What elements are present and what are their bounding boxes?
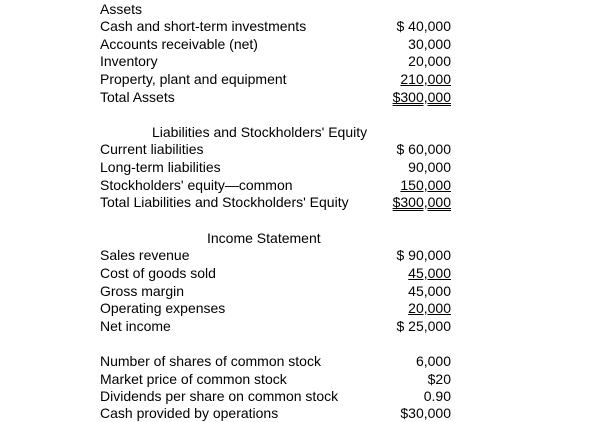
assets-heading: Assets <box>100 1 143 17</box>
row-label: Current liabilities <box>100 141 204 157</box>
assets-row-inventory <box>0 52 600 70</box>
assets-row-receivable <box>0 35 600 53</box>
assets-row-ppe <box>0 70 600 88</box>
row-label: Cost of goods sold <box>100 265 216 281</box>
assets-row-cash <box>0 17 600 35</box>
row-value: $300,000 <box>392 89 451 105</box>
row-value: 45,000 <box>408 283 451 299</box>
row-value: 20,000 <box>408 300 451 316</box>
row-label: Total Assets <box>100 89 175 105</box>
row-value: 30,000 <box>408 36 451 52</box>
other-row-shares <box>0 352 600 370</box>
row-value: $30,000 <box>400 405 451 421</box>
row-label: Net income <box>100 318 171 334</box>
row-value: 6,000 <box>415 353 451 369</box>
row-value: $ 60,000 <box>396 141 451 157</box>
income-row-gross-margin <box>0 282 600 300</box>
row-label: Inventory <box>100 53 158 69</box>
assets-row-total <box>0 88 600 106</box>
row-value: 150,000 <box>400 177 451 193</box>
other-row-dividends <box>0 387 600 405</box>
row-label: Long-term liabilities <box>100 159 221 175</box>
row-label: Dividends per share on common stock <box>100 388 339 404</box>
other-row-market-price <box>0 370 600 388</box>
row-label: Total Liabilities and Stockholders' Equity <box>100 194 349 210</box>
liabilities-row-total <box>0 193 600 211</box>
liabilities-row-equity <box>0 176 600 194</box>
liabilities-heading: Liabilities and Stockholders' Equity <box>152 124 368 140</box>
row-label: Stockholders' equity—common <box>100 177 293 193</box>
row-value: 0.90 <box>423 388 451 404</box>
liabilities-heading-row <box>0 123 600 141</box>
row-value: 45,000 <box>408 265 451 281</box>
row-value: 210,000 <box>400 71 451 87</box>
income-row-sales <box>0 246 600 264</box>
row-label: Number of shares of common stock <box>100 353 321 369</box>
row-value: $ 25,000 <box>396 318 451 334</box>
income-row-opex <box>0 299 600 317</box>
assets-heading-row <box>0 0 600 18</box>
liabilities-row-current <box>0 140 600 158</box>
income-row-cogs <box>0 264 600 282</box>
row-label: Gross margin <box>100 283 185 299</box>
row-value: 90,000 <box>408 159 451 175</box>
row-value: 20,000 <box>408 53 451 69</box>
row-value: $20 <box>427 371 451 387</box>
row-label: Sales revenue <box>100 247 190 263</box>
income-row-net-income <box>0 317 600 335</box>
income-heading-row <box>0 229 600 247</box>
row-value: $ 40,000 <box>396 18 451 34</box>
liabilities-row-longterm <box>0 158 600 176</box>
row-value: $ 90,000 <box>396 247 451 263</box>
income-heading: Income Statement <box>207 230 321 246</box>
row-label: Cash provided by operations <box>100 405 279 421</box>
row-label: Accounts receivable (net) <box>100 36 258 52</box>
other-row-cash-operations <box>0 404 600 422</box>
row-label: Cash and short-term investments <box>100 18 307 34</box>
row-label: Market price of common stock <box>100 371 287 387</box>
row-value: $300,000 <box>392 194 451 210</box>
row-label: Operating expenses <box>100 300 226 316</box>
row-label: Property, plant and equipment <box>100 71 287 87</box>
